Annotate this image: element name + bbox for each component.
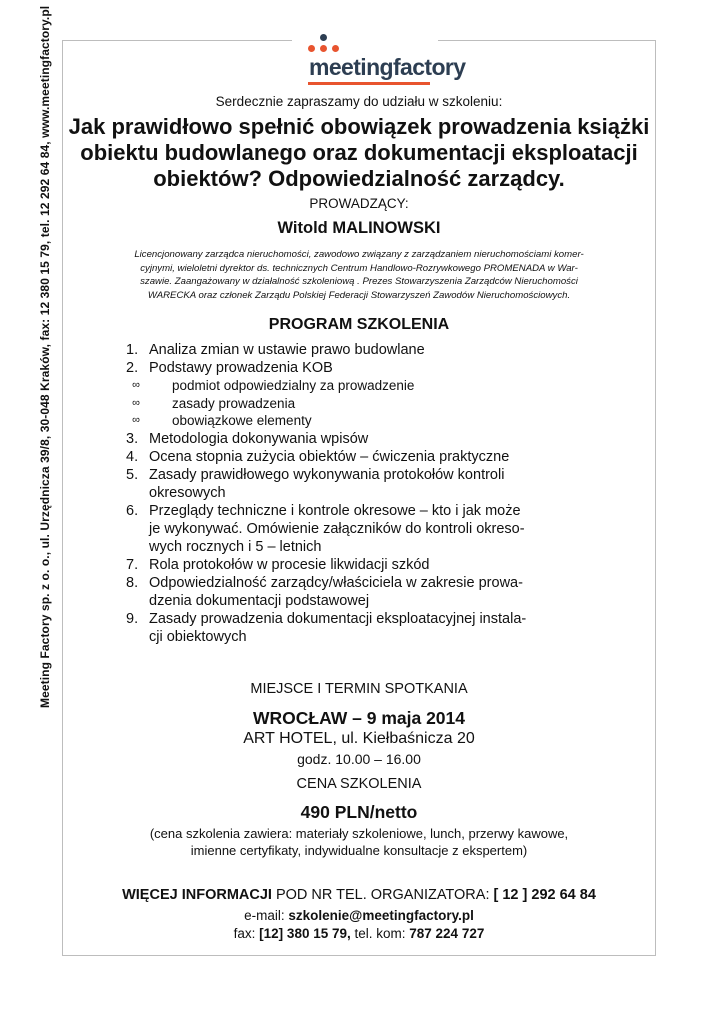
item-number: 4. (126, 448, 139, 465)
program-heading: PROGRAM SZKOLENIA (268, 316, 450, 333)
infinity-bullet-icon: ∞ (132, 379, 140, 391)
fax-number: [12] 380 15 79, (259, 926, 351, 941)
item-number: 8. (126, 574, 139, 591)
more-info-label: WIĘCEJ INFORMACJI (122, 887, 272, 903)
bio-line: szawie. Zaangażowany w działalność szkoleniową . Prezes Stowarzyszenia Zarządców Nieruchomości (140, 276, 578, 288)
price-note (62, 825, 656, 859)
subitem-text: zasady prowadzenia (172, 395, 296, 411)
invitation-text: Serdecznie zapraszamy do udziału w szkoleniu: (215, 94, 503, 109)
mobile-number: 787 224 727 (409, 926, 485, 941)
item-text: Ocena stopnia zużycia obiektów – ćwiczenia praktyczne (149, 448, 510, 465)
item-text: Zasady prowadzenia dokumentacji eksploatacyjnej instala- (149, 610, 527, 627)
contact-info-line (62, 887, 656, 903)
item-number: 6. (126, 502, 139, 519)
item-text: okresowych (149, 484, 226, 501)
item-number: 7. (126, 556, 139, 573)
infinity-bullet-icon: ∞ (132, 414, 140, 426)
item-text: Odpowiedzialność zarządcy/właściciela w zakresie prowa- (149, 574, 523, 591)
logo (292, 28, 466, 90)
program-item (126, 359, 596, 377)
infinity-bullet-icon: ∞ (132, 396, 140, 409)
program-item (126, 466, 596, 502)
item-text: Metodologia dokonywania wpisów (149, 430, 369, 447)
lecturer-bio (98, 248, 620, 302)
email-address: szkolenie@meetingfactory.pl (288, 908, 474, 923)
item-text: je wykonywać. Omówienie załączników do kontroli okreso- (149, 520, 525, 537)
lecturer-label: PROWADZĄCY: (309, 196, 409, 211)
venue-address: ART HOTEL, ul. Kiełbaśnicza 20 (243, 730, 475, 747)
program-item (126, 556, 596, 574)
logo-underline (308, 82, 430, 85)
subitem-text: obowiązkowe elementy (172, 413, 312, 428)
bio-line: cyjnymi, wieloletni dyrektor ds. technicznych Centrum Handlowo-Rozrywkowego PROMENADA w War- (140, 262, 578, 274)
organizer-phone: [ 12 ] 292 64 84 (493, 887, 596, 903)
item-number: 5. (126, 466, 139, 483)
fax-label: fax: (233, 926, 260, 941)
side-contact-strip: Meeting Factory sp. z o. o., ul. Urzędnicza 39/8, 30-048 Kraków, fax: 12 380 15 79, tel. 12 292 64 84, www.meetingfactory.pl (38, 5, 52, 708)
title-line: obiektu budowlanego oraz dokumentacji eksploatacji (80, 140, 638, 165)
program-subitem (126, 377, 596, 395)
program-list (126, 341, 596, 646)
training-title (62, 114, 656, 192)
organizer-phone-label: POD NR TEL. ORGANIZATORA: (271, 887, 494, 903)
program-item (126, 574, 596, 610)
lecturer-name: Witold MALINOWSKI (277, 219, 441, 237)
price-note-line: (cena szkolenia zawiera: materiały szkoleniowe, lunch, przerwy kawowe, (149, 826, 569, 841)
program-subitem (126, 412, 596, 430)
bio-line: Licencjonowany zarządca nieruchomości, zawodowo związany z zarządzaniem nieruchomościami komer- (134, 249, 584, 260)
fax-line (62, 926, 656, 941)
item-text: Zasady prawidłowego wykonywania protokołów kontroli (149, 466, 505, 483)
title-line: Jak prawidłowo spełnić obowiązek prowadzenia książki (68, 114, 650, 139)
bio-line: WARECKA oraz członek Zarządu Polskiej Federacji Stowarzyszeń Zawodów Nieruchomościowych. (147, 289, 571, 301)
item-number: 3. (126, 430, 139, 447)
item-text: Przeglądy techniczne i kontrole okresowe – kto i jak może (149, 502, 521, 519)
logo-dot (320, 45, 327, 52)
program-item (126, 610, 596, 646)
city-date: WROCŁAW – 9 maja 2014 (252, 708, 466, 728)
mobile-label: tel. kom: (350, 926, 410, 941)
program-item (126, 430, 596, 448)
hours: godz. 10.00 – 16.00 (297, 751, 421, 767)
item-number: 1. (126, 342, 139, 358)
program-item (126, 341, 596, 359)
item-text: cji obiektowych (149, 628, 247, 645)
price-note-line: imienne certyfikaty, indywidualne konsultacje z ekspertem) (190, 843, 528, 858)
logo-dot (308, 45, 315, 52)
title-line: obiektów? Odpowiedzialność zarządcy. (153, 166, 565, 191)
price: 490 PLN/netto (300, 802, 418, 822)
item-text: Rola protokołów w procesie likwidacji szkód (149, 556, 430, 573)
venue-heading: MIEJSCE I TERMIN SPOTKANIA (250, 681, 468, 697)
email-label: e-mail: (244, 908, 289, 923)
program-item (126, 448, 596, 466)
item-text: wych rocznych i 5 – letnich (149, 538, 322, 555)
logo-dot (320, 34, 327, 41)
logo-text: meetingfactory (309, 54, 466, 80)
program-subitem (126, 395, 596, 413)
email-line (62, 908, 656, 923)
subitem-text: podmiot odpowiedzialny za prowadzenie (172, 378, 415, 393)
item-text: dzenia dokumentacji podstawowej (149, 592, 370, 609)
logo-dot (332, 45, 339, 52)
item-number: 9. (126, 610, 139, 627)
price-heading: CENA SZKOLENIA (296, 776, 422, 792)
item-text: Analiza zmian w ustawie prawo budowlane (149, 342, 425, 358)
program-item (126, 502, 596, 556)
item-text: Podstawy prowadzenia KOB (149, 360, 333, 376)
item-number: 2. (126, 360, 139, 376)
